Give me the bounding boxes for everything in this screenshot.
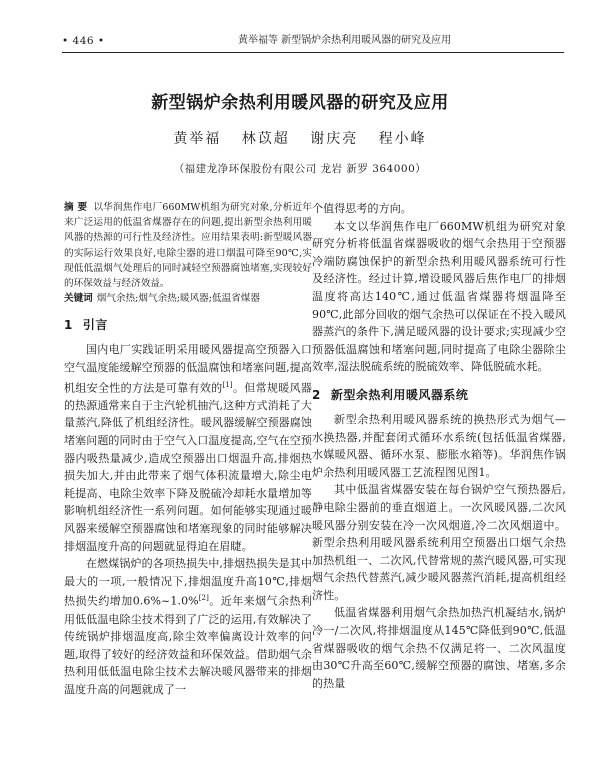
abstract-label: 摘 要 bbox=[64, 202, 88, 213]
paragraph-text: 国内电厂实践证明采用暖风器提高空预器入口空气温度能缓解空预器的低温腐蚀和堵塞问题,提高机组安全性的方法是可靠有效的 bbox=[64, 343, 312, 395]
paragraph-text: 。近年来烟气余热利用低低温电除尘技术得到了广泛的运用,有效解决了传统锅炉排烟温度高,除尘效率偏离设计效率的问题,取得了较好的经济效益和环保效益。借助烟气余热利用低低温电除尘技术去解决暖风器带来的排烟温度升高的问题就成了一 bbox=[64, 595, 312, 697]
left-column bbox=[64, 200, 312, 699]
paragraph bbox=[64, 555, 312, 698]
author-list: 黄举福 林苡超 谢庆亮 程小峰 bbox=[173, 131, 427, 147]
abstract-text: 以华润焦作电厂660MW机组为研究对象,分析近年来广泛运用的低温省煤器存在的问题,提出新型余热利用暖风器的热源的可行性及经济性。应用结果表明:新型暖风器的实际运行效果良好,电除尘器的进口烟温可降至90℃,实现低低温烟气处理后的同时减轻空预器腐蚀堵塞,实现较好的环保效益与经济效益。 bbox=[64, 202, 312, 290]
section-title: 引言 bbox=[82, 318, 108, 333]
header-rule bbox=[62, 52, 564, 53]
running-title: 黄举福等 新型锅炉余热利用暖风器的研究及应用 bbox=[238, 35, 452, 46]
keywords-text: 烟气余热;烟气余热;暖风器;低温省煤器 bbox=[96, 293, 260, 305]
section-title: 新型余热利用暖风器系统 bbox=[330, 387, 469, 402]
keywords bbox=[64, 291, 312, 306]
running-header bbox=[62, 34, 564, 48]
section-number: 2 bbox=[312, 387, 321, 402]
paragraph: 新型余热利用暖风器系统的换热形式为烟气—水换热器,并配套闭式循环水系统(包括低温省煤器,水媒暖风器、循环水泵、膨胀水箱等)。华润焦作锅炉余热利用暖风器工艺流程图见图1。 bbox=[312, 412, 566, 479]
paragraph-text: 。但常规暖风器的热源通常来自于主汽轮机抽汽,这种方式消耗了大量蒸汽,降低了机组经济性。暖风器缓解空预器腐蚀堵塞问题的同时由于空气入口温度提高,空气在空预器内吸热量减少,造成空预器出口烟温升高,排烟热损失加大,并由此带来了烟气体积流量增大,除尘电耗提高、电除尘效率下降及脱硫冷却耗水量增加等影响机组经济性一系列问题。如何能够实现通过暖风器来缓解空预器腐蚀和堵塞现象的同时能够解决排烟温度升高的问题就显得迫在眉睫。 bbox=[64, 381, 312, 553]
paragraph: 本文以华润焦作电厂660MW机组为研究对象研究分析将低温省煤器吸收的烟气余热用于空预器冷端防腐蚀保护的新型余热利用暖风器系统可行性及经济性。经过计算,增设暖风器后焦作电厂的排烟温度将高达140℃,通过低温省煤器将烟温降至90℃,此部分回收的烟气余热可以保证在不投入暖风器蒸汽的条件下,满足暖风器的设计要求;实现减少空预器低温腐蚀和堵塞问题,同时提高了电除尘器除尘效率,湿法脱硫系统的脱硫效率、降低脱硫水耗。 bbox=[312, 219, 566, 374]
citation: [2] bbox=[198, 594, 209, 603]
paragraph: 其中低温省煤器安装在每台锅炉空气预热器后,静电除尘器前的垂直烟道上。一次风暖风器,二次风暖风器分别安装在冷一次风烟道,冷二次风烟道中。新型余热利用暖风器系统利用空预器出口烟气余热加热机组一、二次风,代替常规的蒸汽暖风器,可实现烟气余热代替蒸汽,减少暖风器蒸汽消耗,提高机组经济性。 bbox=[312, 483, 566, 602]
right-column bbox=[312, 200, 566, 692]
paragraph bbox=[64, 341, 312, 555]
section-heading-2 bbox=[312, 386, 566, 403]
paper-title: 新型锅炉余热利用暖风器的研究及应用 bbox=[151, 93, 449, 113]
citation: [1] bbox=[222, 380, 233, 389]
keywords-label: 关键词 bbox=[64, 293, 93, 305]
page-number: • 446 • bbox=[62, 35, 105, 47]
abstract bbox=[64, 200, 312, 291]
paragraph: 低温省煤器利用烟气余热加热汽机凝结水,锅炉冷一/二次风,将排烟温度从145℃降低到90℃,低温省煤器吸收的烟气余热不仅满足将一、二次风温度由30℃升高至60℃,缓解空预器的腐蚀、堵塞,多余的热量 bbox=[312, 606, 566, 690]
section-number: 1 bbox=[64, 318, 73, 333]
affiliation: （福建龙净环保股份有限公司 龙岩 新罗 364000） bbox=[173, 163, 427, 175]
paragraph-text: 在燃煤锅炉的各项热损失中,排烟热损失是其中最大的一项,一般情况下,排烟温度升高10℃,排烟热损失约增加0.6%~1.0% bbox=[64, 557, 312, 609]
paragraph: 个值得思考的方向。 bbox=[312, 202, 412, 215]
section-heading-1 bbox=[64, 316, 312, 333]
